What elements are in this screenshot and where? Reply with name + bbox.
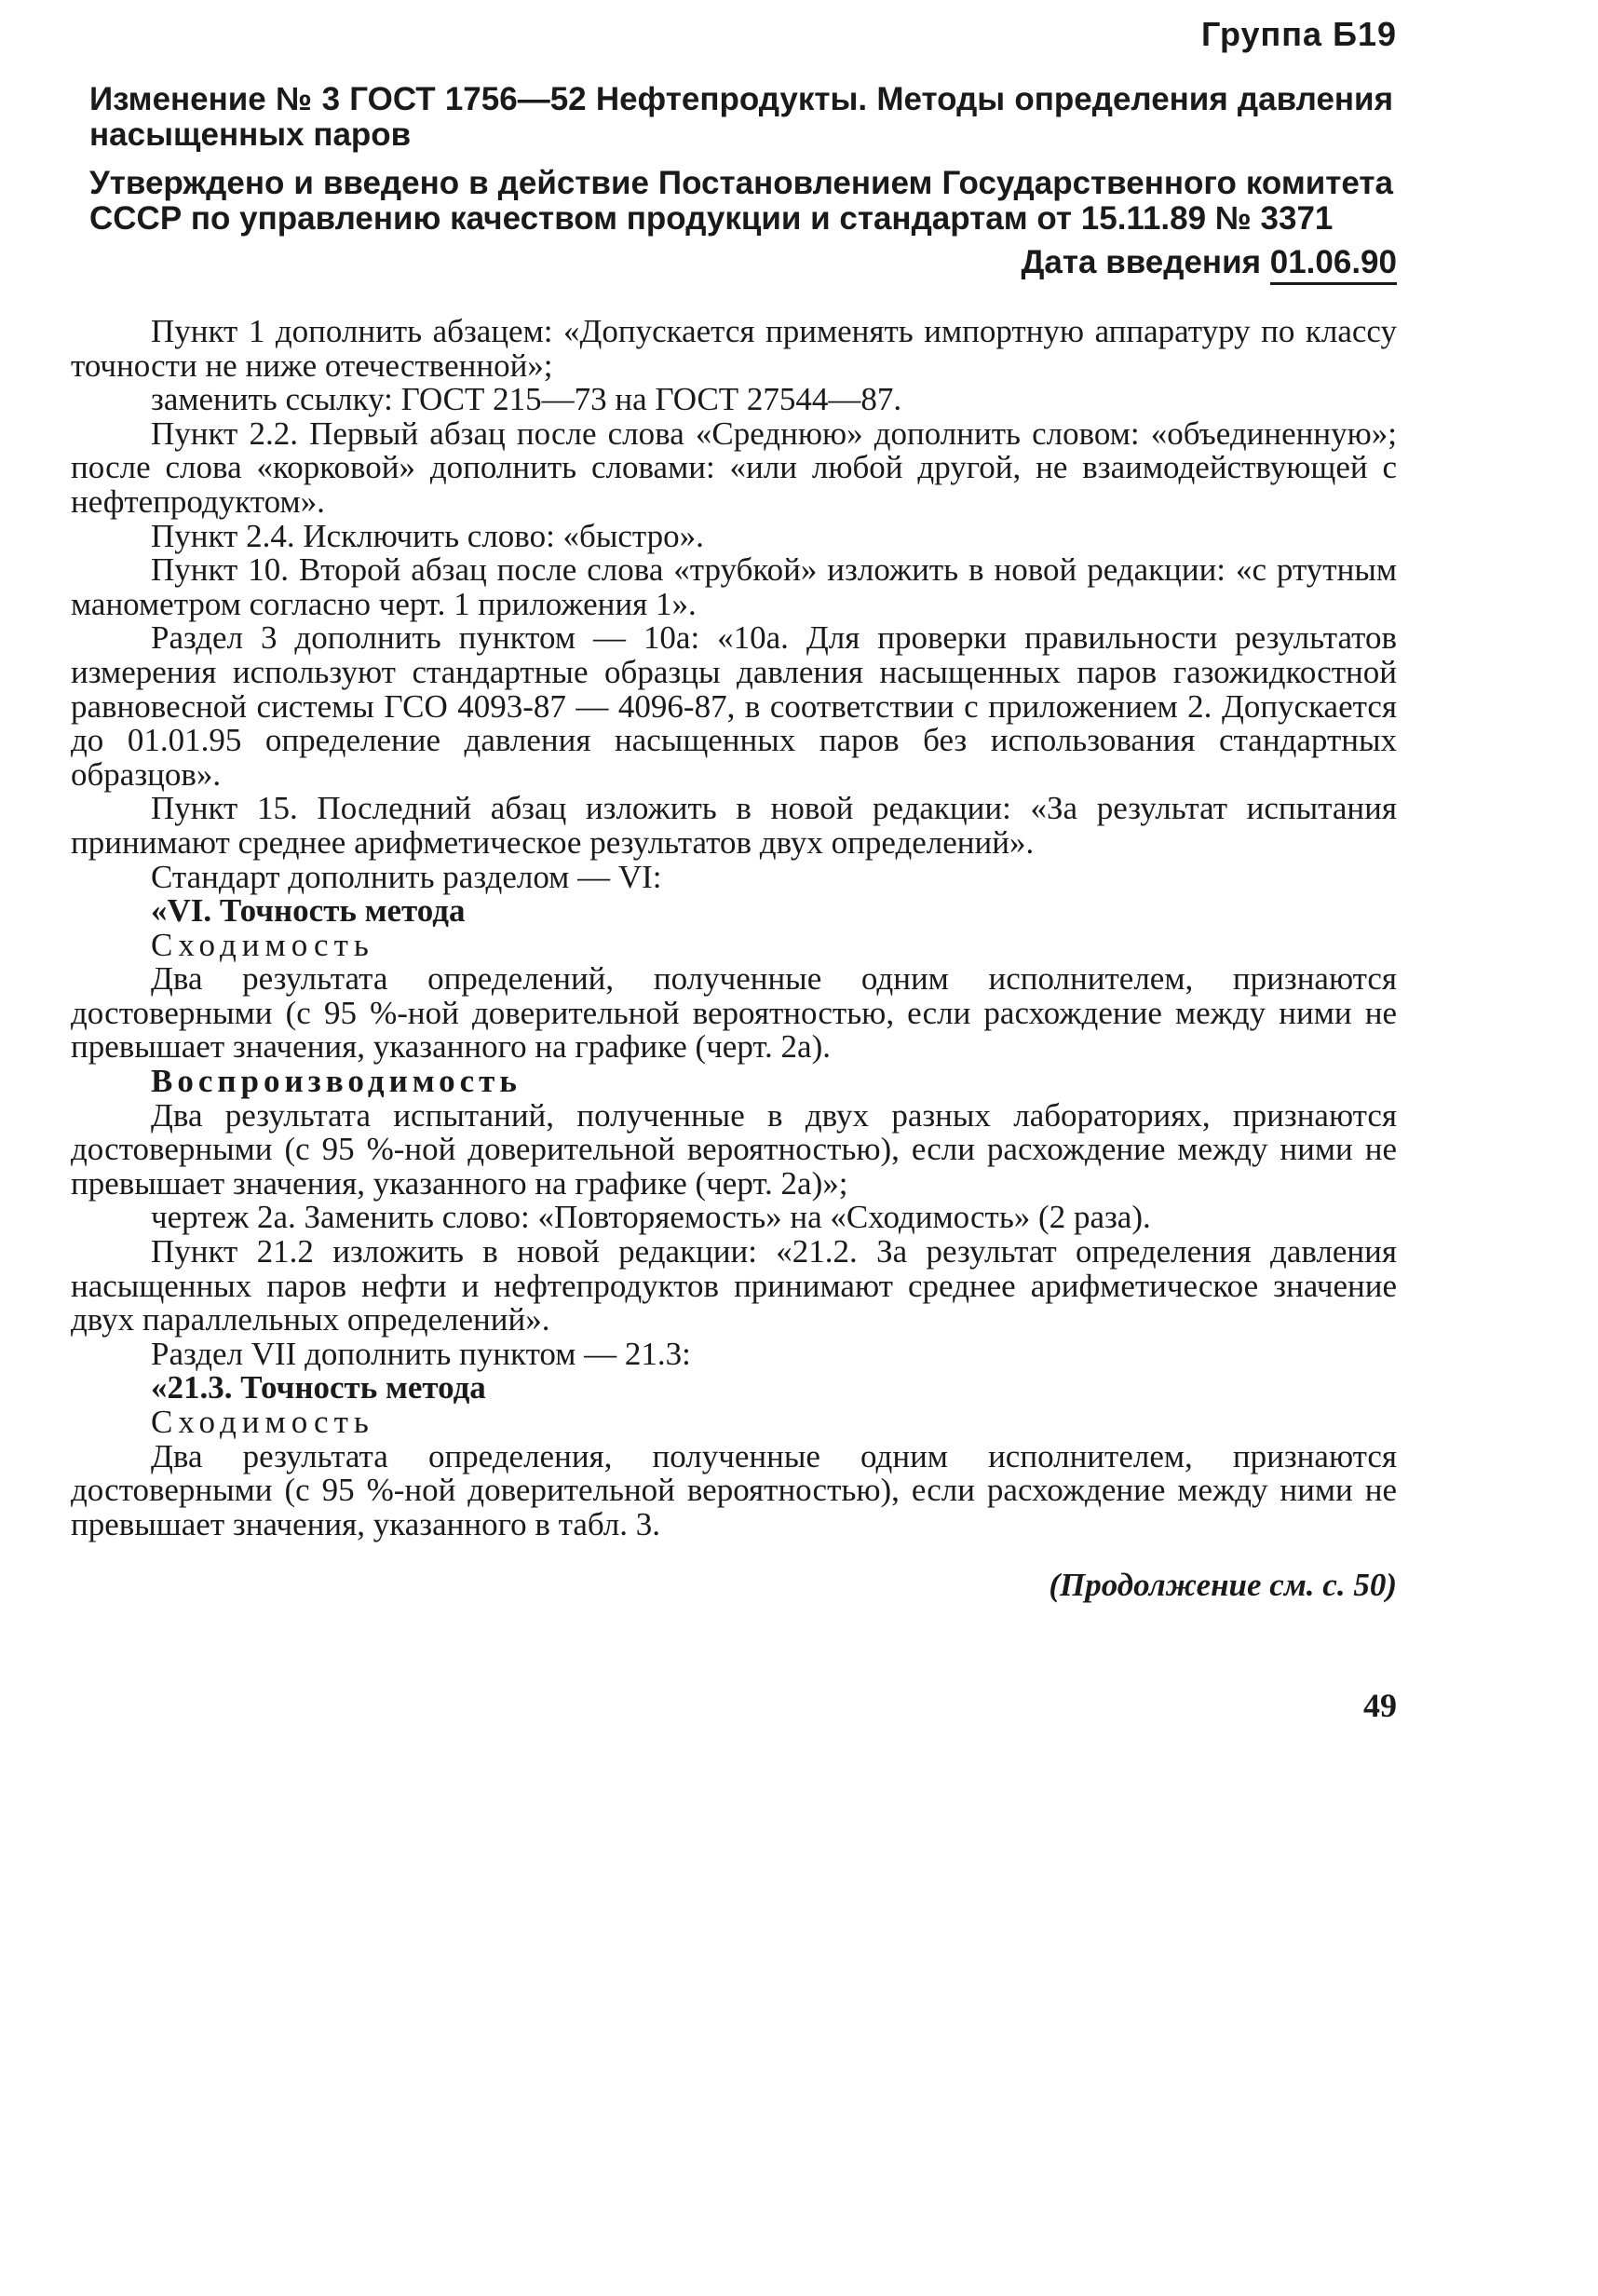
paragraph: Пункт 10. Второй абзац после слова «трубкой» изложить в новой редакции: «с ртутным манометром согласно черт. 1 приложения 1». xyxy=(71,551,1397,622)
paragraph: Раздел VII дополнить пунктом — 21.3: xyxy=(151,1335,691,1372)
approval-statement: Утверждено и введено в действие Постановлением Государственного комитета СССР по управлению качеством продукции и стандартам от 15.11.89 № 3371 xyxy=(89,165,1393,237)
continuation-note: (Продолжение см. с. 50) xyxy=(1049,1567,1397,1603)
introduction-date-label: Дата введения xyxy=(1021,244,1262,280)
subsection-heading: Сходимость xyxy=(151,1404,374,1440)
document-body xyxy=(71,315,1397,1542)
paragraph: Пункт 15. Последний абзац изложить в новой редакции: «За результат испытания принимают среднее арифметическое результатов двух определений». xyxy=(71,790,1397,861)
subsection-heading: Воспроизводимость xyxy=(151,1063,521,1100)
paragraph: Пункт 2.2. Первый абзац после слова «Среднюю» дополнить словом: «объединенную»; после слова «корковой» дополнить словами: «или любой другой, не взаимодействующей с нефтепродуктом». xyxy=(71,414,1397,520)
paragraph: Пункт 2.4. Исключить слово: «быстро». xyxy=(151,517,704,554)
paragraph: Раздел 3 дополнить пунктом — 10а: «10а. Для проверки правильности результатов измерения используют стандартные образцы давления насыщенных паров газожидкостной равновесной системы ГСО 4093-87 — 4096-87, в соответствии с приложением 2. Допускается до 01.01.95 определение давления насыщенных паров без использования стандартных образцов». xyxy=(71,619,1397,793)
introduction-date-value: 01.06.90 xyxy=(1270,244,1397,285)
group-code: Группа Б19 xyxy=(1200,15,1397,53)
paragraph: Два результата определений, полученные одним исполнителем, признаются достоверными (с 95 %-ной доверительной вероятностью, если расхождение между ними не превышает значения, указанного на графике (черт. 2а). xyxy=(71,960,1397,1066)
paragraph: Стандарт дополнить разделом — VI: xyxy=(151,858,662,895)
introduction-date xyxy=(1021,244,1397,281)
paragraph: Два результата испытаний, полученные в двух разных лабораториях, признаются достоверными (с 95 %-ной доверительной вероятностью), если расхождение между ними не превышает значения, указанного на графике (черт. 2а)»; xyxy=(71,1096,1397,1202)
page-number: 49 xyxy=(1363,1687,1397,1724)
paragraph: Пункт 21.2 изложить в новой редакции: «21.2. За результат определения давления насыщенных паров нефти и нефтепродуктов принимают среднее арифметическое значение двух параллельных определений». xyxy=(71,1233,1397,1338)
amendment-title: Изменение № 3 ГОСТ 1756—52 Нефтепродукты. Методы определения давления насыщенных паров xyxy=(89,81,1393,153)
paragraph: заменить ссылку: ГОСТ 215—73 на ГОСТ 27544—87. xyxy=(151,381,902,418)
subsection-heading: Сходимость xyxy=(151,926,374,963)
section-heading: «21.3. Точность метода xyxy=(151,1369,486,1406)
paragraph: чертеж 2а. Заменить слово: «Повторяемость» на «Сходимость» (2 раза). xyxy=(151,1199,1151,1236)
section-heading: «VI. Точность метода xyxy=(151,892,466,930)
paragraph: Пункт 1 дополнить абзацем: «Допускается применять импортную аппаратуру по классу точности не ниже отечественной»; xyxy=(71,313,1397,384)
paragraph: Два результата определения, полученные одним исполнителем, признаются достоверными (с 95 %-ной доверительной вероятностью), если расхождение между ними не превышает значения, указанного в табл. 3. xyxy=(71,1437,1397,1542)
